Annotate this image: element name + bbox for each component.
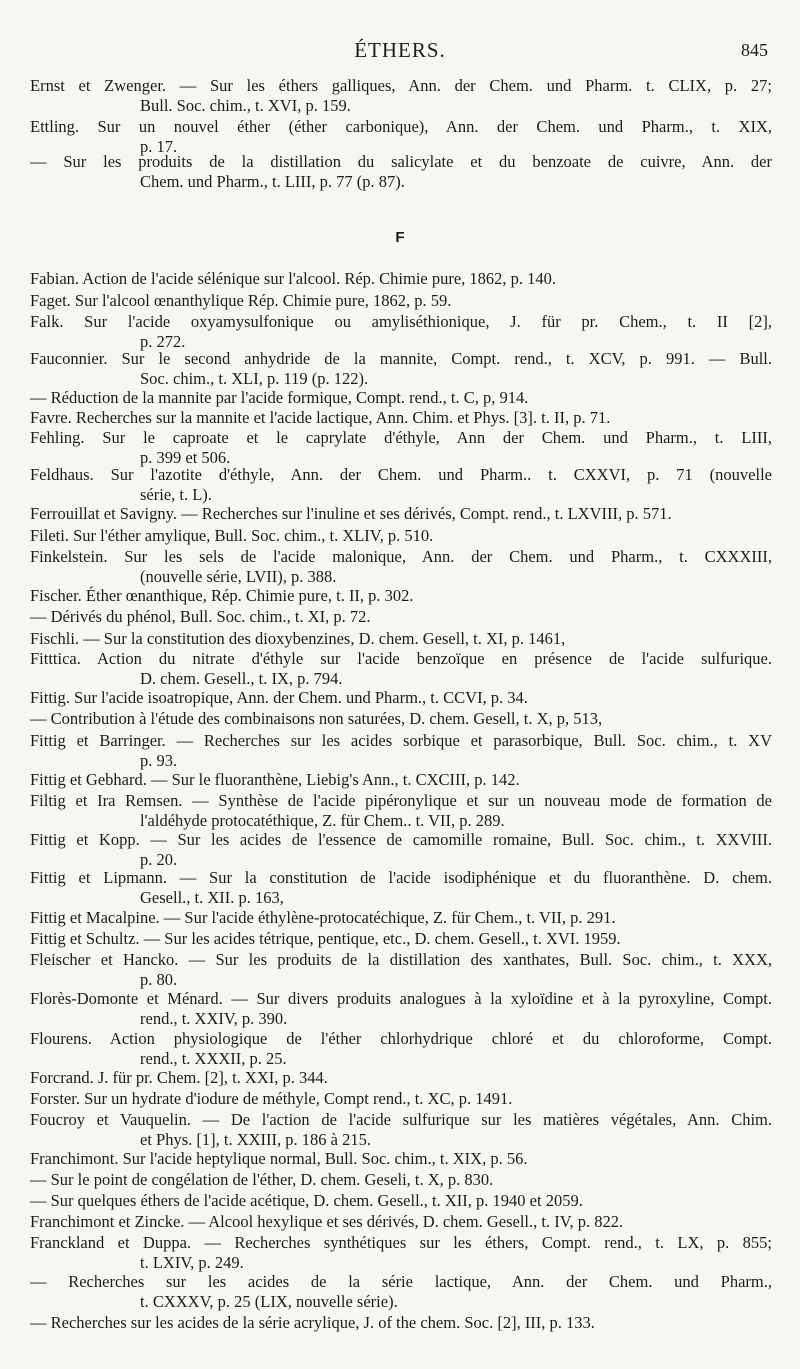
entry-line: Faget. Sur l'alcool œnanthylique Rép. Chimie pure, 1862, p. 59. [30, 291, 452, 310]
bibliography-entry [30, 989, 772, 1029]
entry-line: Franckland et Duppa. — Recherches synthétiques sur les éthers, Compt. rend., t. LX, p. 855; [30, 1233, 772, 1252]
entry-line: (nouvelle série, LVII), p. 388. [140, 567, 337, 586]
bibliography-entry [30, 868, 772, 908]
entry-line: Fitttica. Action du nitrate d'éthyle sur l'acide benzoïque en présence de l'acide sulfurique. [30, 649, 772, 668]
bibliography-entry [30, 1089, 772, 1109]
entry-line: — Contribution à l'étude des combinaisons non saturées, D. chem. Gesell, t. X, p, 513, [30, 709, 603, 728]
entry-line: p. 20. [140, 850, 178, 869]
entry-line: Fauconnier. Sur le second anhydride de la mannite, Compt. rend., t. XCV, p. 991. — Bull. [30, 349, 772, 368]
entry-line: Foucroy et Vauquelin. — De l'action de l'acide sulfurique sur les matières végétales, Ann. Chim. [30, 1110, 772, 1129]
bibliography-entry [30, 152, 772, 192]
bibliography-entry [30, 428, 772, 468]
bibliography-entry [30, 629, 772, 649]
bibliography-entry [30, 1233, 772, 1273]
entry-line: — Sur le point de congélation de l'éther, D. chem. Geseli, t. X, p. 830. [30, 1170, 494, 1189]
bibliography-entry [30, 649, 772, 689]
entry-line: Fehling. Sur le caproate et le caprylate d'éthyle, Ann der Chem. und Pharm., t. LIII, [30, 428, 772, 447]
entry-line: Fittig et Barringer. — Recherches sur les acides sorbique et parasorbique, Bull. Soc. chim., t. XV [30, 731, 772, 750]
bibliography-entry [30, 465, 772, 505]
bibliography-entry [30, 607, 772, 627]
bibliography-entry [30, 117, 772, 157]
entry-line: Fischli. — Sur la constitution des dioxybenzines, D. chem. Gesell, t. XI, p. 1461, [30, 629, 566, 648]
bibliography-entry [30, 1170, 772, 1190]
bibliography-entry [30, 1068, 772, 1088]
entry-line: Finkelstein. Sur les sels de l'acide malonique, Ann. der Chem. und Pharm., t. CXXXIII, [30, 547, 772, 566]
entry-line: p. 80. [140, 970, 178, 989]
bibliography-entry [30, 908, 772, 928]
bibliography-entry [30, 291, 772, 311]
bibliography-entry [30, 1029, 772, 1069]
bibliography-entry [30, 586, 772, 606]
entry-line: Forster. Sur un hydrate d'iodure de méthyle, Compt rend., t. XC, p. 1491. [30, 1089, 513, 1108]
entry-line: Ernst et Zwenger. — Sur les éthers galliques, Ann. der Chem. und Pharm. t. CLIX, p. 27; [30, 76, 772, 95]
entry-line: p. 272. [140, 332, 186, 351]
entry-line: — Recherches sur les acides de la série lactique, Ann. der Chem. und Pharm., [30, 1272, 772, 1291]
bibliography-entry [30, 1272, 772, 1312]
section-letter: F [395, 229, 405, 246]
bibliography-entry [30, 76, 772, 116]
bibliography-entry [30, 349, 772, 389]
entry-line: Fischer. Éther œnanthique, Rép. Chimie pure, t. II, p. 302. [30, 586, 414, 605]
bibliography-entry [30, 312, 772, 352]
entry-line: Fittig et Gebhard. — Sur le fluoranthène, Liebig's Ann., t. CXCIII, p. 142. [30, 770, 520, 789]
entry-line: Falk. Sur l'acide oxyamysulfonique ou amyliséthionique, J. für pr. Chem., t. II [2], [30, 312, 772, 331]
bibliography-entry [30, 688, 772, 708]
bibliography-entry [30, 526, 772, 546]
entry-line: Franchimont et Zincke. — Alcool hexylique et ses dérivés, D. chem. Gesell., t. IV, p. 822. [30, 1212, 624, 1231]
entry-line: rend., t. XXIV, p. 390. [140, 1009, 288, 1028]
entry-line: Fittig et Kopp. — Sur les acides de l'essence de camomille romaine, Bull. Soc. chim., t. XXVIII. [30, 830, 772, 849]
bibliography-entry [30, 269, 772, 289]
entry-line: Fittig et Schultz. — Sur les acides tétrique, pentique, etc., D. chem. Gesell., t. XVI. 1959. [30, 929, 621, 948]
entry-line: — Sur quelques éthers de l'acide acétique, D. chem. Gesell., t. XII, p. 1940 et 2059. [30, 1191, 583, 1210]
entry-line: t. LXIV, p. 249. [140, 1253, 244, 1272]
entry-line: — Recherches sur les acides de la série acrylique, J. of the chem. Soc. [2], III, p. 133. [30, 1313, 595, 1332]
entry-line: Fittig. Sur l'acide isoatropique, Ann. der Chem. und Pharm., t. CCVI, p. 34. [30, 688, 528, 707]
bibliography-entry [30, 1110, 772, 1150]
entry-line: Feldhaus. Sur l'azotite d'éthyle, Ann. der Chem. und Pharm.. t. CXXVI, p. 71 (nouvelle [30, 465, 772, 484]
entry-line: Florès-Domonte et Ménard. — Sur divers produits analogues à la xyloïdine et à la pyroxyline, Compt. [30, 989, 772, 1008]
entry-line: Franchimont. Sur l'acide heptylique normal, Bull. Soc. chim., t. XIX, p. 56. [30, 1149, 528, 1168]
entry-line: et Phys. [1], t. XXIII, p. 186 à 215. [140, 1130, 371, 1149]
entry-line: p. 17. [140, 137, 178, 156]
entry-line: série, t. L). [140, 485, 212, 504]
entry-line: Favre. Recherches sur la mannite et l'acide lactique, Ann. Chim. et Phys. [3]. t. II, p. 71. [30, 408, 611, 427]
bibliography-entry [30, 731, 772, 771]
bibliography-entry [30, 504, 772, 524]
bibliography-entry [30, 929, 772, 949]
bibliography-entry [30, 388, 772, 408]
entry-line: Bull. Soc. chim., t. XVI, p. 159. [140, 96, 351, 115]
entry-line: Fabian. Action de l'acide sélénique sur l'alcool. Rép. Chimie pure, 1862, p. 140. [30, 269, 557, 288]
entry-line: Filtig et Ira Remsen. — Synthèse de l'acide pipéronylique et sur un nouveau mode de formation de [30, 791, 772, 810]
entry-line: Fittig et Macalpine. — Sur l'acide éthylène-protocatéchique, Z. für Chem., t. VII, p. 291. [30, 908, 616, 927]
bibliography-entry [30, 830, 772, 870]
entry-line: Fileti. Sur l'éther amylique, Bull. Soc. chim., t. XLIV, p. 510. [30, 526, 434, 545]
entry-line: Fittig et Lipmann. — Sur la constitution de l'acide isodiphénique et du fluoranthène. D. chem. [30, 868, 772, 887]
entry-line: t. CXXXV, p. 25 (LIX, nouvelle série). [140, 1292, 398, 1311]
bibliography-entry [30, 1191, 772, 1211]
bibliography-entry [30, 770, 772, 790]
bibliography-entry [30, 408, 772, 428]
entry-line: Ettling. Sur un nouvel éther (éther carbonique), Ann. der Chem. und Pharm., t. XIX, [30, 117, 772, 136]
bibliography-entry [30, 791, 772, 831]
entry-line: Chem. und Pharm., t. LIII, p. 77 (p. 87). [140, 172, 405, 191]
entry-line: p. 399 et 506. [140, 448, 231, 467]
running-title: ÉTHERS. [354, 38, 446, 62]
bibliography-entry [30, 950, 772, 990]
entry-line: p. 93. [140, 751, 178, 770]
entry-line: D. chem. Gesell., t. IX, p. 794. [140, 669, 343, 688]
page-number: 845 [741, 40, 768, 60]
bibliography-entry [30, 1212, 772, 1232]
entry-line: Fleischer et Hancko. — Sur les produits de la distillation des xanthates, Bull. Soc. chim., t. XXX, [30, 950, 772, 969]
entry-line: — Dérivés du phénol, Bull. Soc. chim., t. XI, p. 72. [30, 607, 371, 626]
entry-line: Gesell., t. XII. p. 163, [140, 888, 284, 907]
entry-line: l'aldéhyde protocatéthique, Z. für Chem.. t. VII, p. 289. [140, 811, 505, 830]
entry-line: Ferrouillat et Savigny. — Recherches sur l'inuline et ses dérivés, Compt. rend., t. LXVIII, p. 571. [30, 504, 672, 523]
entry-line: — Réduction de la mannite par l'acide formique, Compt. rend., t. C, p, 914. [30, 388, 529, 407]
bibliography-entry [30, 547, 772, 587]
entry-line: — Sur les produits de la distillation du salicylate et du benzoate de cuivre, Ann. der [30, 152, 772, 171]
entry-line: rend., t. XXXII, p. 25. [140, 1049, 287, 1068]
entry-line: Soc. chim., t. XLI, p. 119 (p. 122). [140, 369, 369, 388]
entry-line: Flourens. Action physiologique de l'éther chlorhydrique chloré et du chloroforme, Compt. [30, 1029, 772, 1048]
bibliography-entry [30, 1149, 772, 1169]
bibliography-entry [30, 1313, 772, 1333]
bibliography-entry [30, 709, 772, 729]
entry-line: Forcrand. J. für pr. Chem. [2], t. XXI, p. 344. [30, 1068, 328, 1087]
